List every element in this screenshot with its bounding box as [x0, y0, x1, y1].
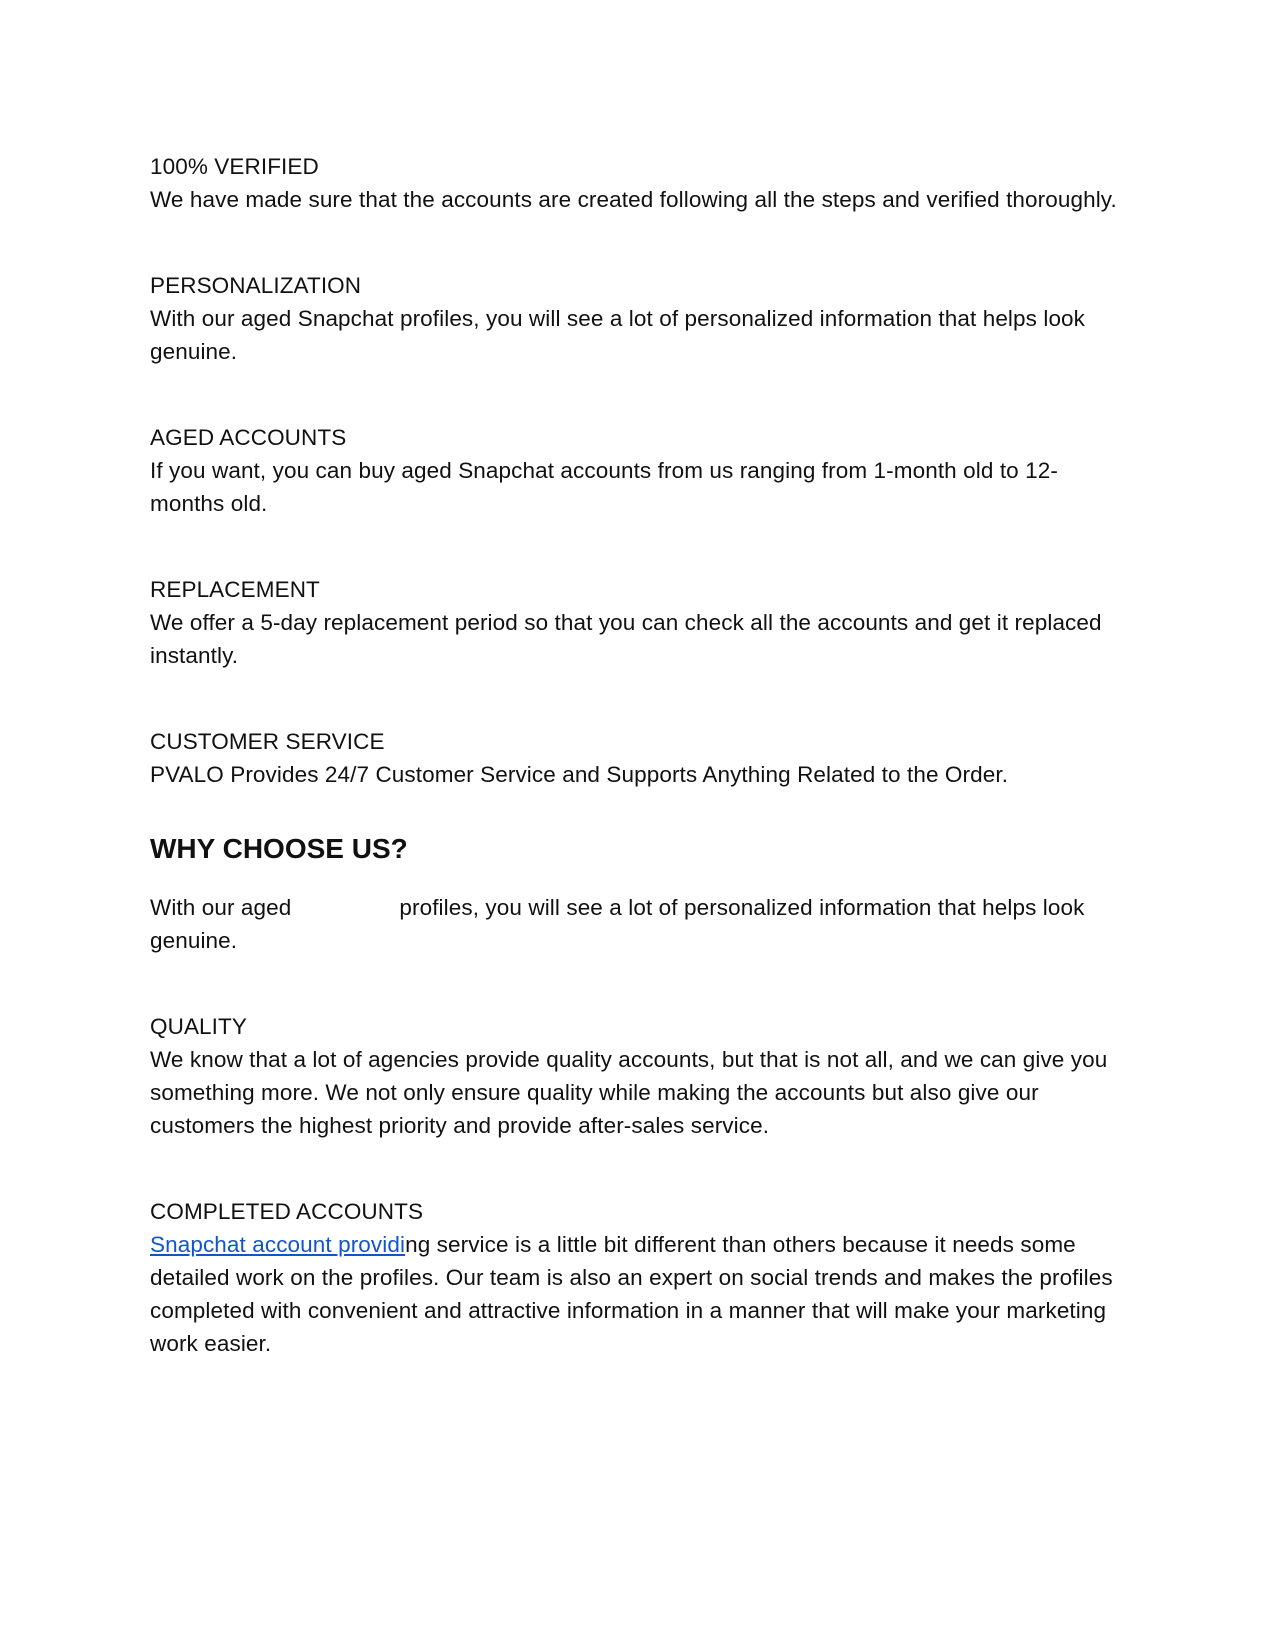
intro-before-text: With our aged — [150, 895, 292, 920]
section-label: COMPLETED ACCOUNTS — [150, 1199, 424, 1224]
section-label: CUSTOMER SERVICE — [150, 729, 385, 754]
completed-text: ng service is a little bit different than others because it needs some detailed work on the profiles. Our team is also an expert on social trends and makes the profiles completed with convenient and attractive information in a manner that will make your marketing work easier. — [150, 1232, 1113, 1356]
intro-after-text: profiles, you will see a lot of personalized information that helps look genuine. — [150, 895, 1085, 953]
section-replacement — [150, 573, 1125, 672]
section-label: 100% VERIFIED — [150, 154, 319, 179]
section-label: PERSONALIZATION — [150, 273, 362, 298]
document-content — [150, 150, 1125, 1413]
why-choose-heading: WHY CHOOSE US? — [150, 833, 408, 864]
section-label: REPLACEMENT — [150, 577, 320, 602]
section-text — [150, 1228, 1125, 1360]
section-why-choose-intro — [150, 891, 1125, 957]
section-verified — [150, 150, 1125, 216]
why-choose-intro-text — [150, 891, 1125, 957]
section-text: We have made sure that the accounts are created following all the steps and verified thoroughly. — [150, 187, 1117, 212]
section-quality — [150, 1010, 1125, 1142]
section-customer-service — [150, 725, 1125, 791]
snapchat-account-link[interactable]: Snapchat account providi — [150, 1232, 406, 1257]
section-aged-accounts — [150, 421, 1125, 520]
section-text: PVALO Provides 24/7 Customer Service and Supports Anything Related to the Order. — [150, 762, 1009, 787]
section-text: With our aged Snapchat profiles, you will see a lot of personalized information that helps look genuine. — [150, 306, 1086, 364]
section-text: If you want, you can buy aged Snapchat accounts from us ranging from 1-month old to 12-months old. — [150, 458, 1058, 516]
section-label: QUALITY — [150, 1014, 247, 1039]
section-text: We know that a lot of agencies provide quality accounts, but that is not all, and we can give you something more. We not only ensure quality while making the accounts but also give our customers the highest priority and provide after-sales service. — [150, 1047, 1108, 1138]
section-text: We offer a 5-day replacement period so that you can check all the accounts and get it replaced instantly. — [150, 610, 1102, 668]
section-label: AGED ACCOUNTS — [150, 425, 347, 450]
section-completed-accounts — [150, 1195, 1125, 1360]
section-personalization — [150, 269, 1125, 368]
